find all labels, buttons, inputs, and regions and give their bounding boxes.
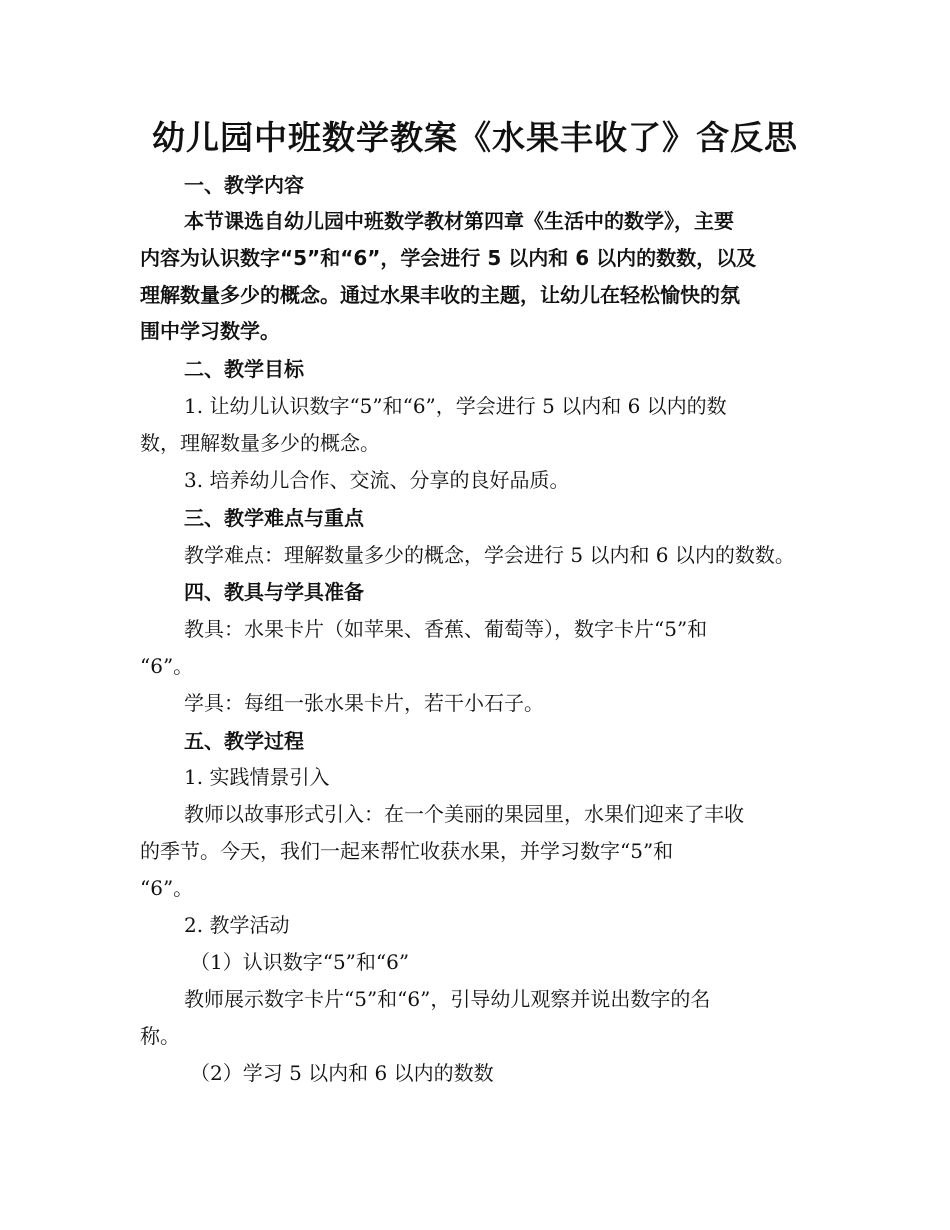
paragraph-line: “6”。	[140, 654, 194, 678]
section-heading-process: 五、教学过程	[184, 729, 304, 753]
section-heading-goals: 二、教学目标	[184, 357, 304, 381]
paragraph-line: 称。	[140, 1024, 180, 1048]
paragraph-line: 1. 实践情景引入	[184, 765, 330, 789]
document-title: 幼儿园中班数学教案《水果丰收了》含反思	[152, 118, 798, 157]
paragraph-line: 理解数量多少的概念。通过水果丰收的主题，让幼儿在轻松愉快的氛	[140, 283, 740, 307]
paragraph-line: 的季节。今天，我们一起来帮忙收获水果，并学习数字“5”和	[140, 839, 674, 863]
paragraph-line: （1）认识数字“5”和“6”	[190, 950, 410, 974]
paragraph-line: 内容为认识数字“5”和“6”，学会进行 5 以内和 6 以内的数数，以及	[140, 246, 757, 270]
paragraph-line: 围中学习数学。	[140, 319, 280, 343]
paragraph-line: 2. 教学活动	[184, 913, 290, 937]
paragraph-line: 数，理解数量多少的概念。	[140, 431, 380, 455]
section-heading-content: 一、教学内容	[184, 173, 304, 197]
section-heading-materials: 四、教具与学具准备	[184, 580, 364, 604]
paragraph-line: 教师展示数字卡片“5”和“6”，引导幼儿观察并说出数字的名	[184, 987, 711, 1011]
paragraph-line: 教师以故事形式引入：在一个美丽的果园里，水果们迎来了丰收	[184, 802, 744, 826]
section-heading-difficulty: 三、教学难点与重点	[184, 506, 364, 530]
paragraph-line: 学具：每组一张水果卡片，若干小石子。	[184, 691, 544, 715]
paragraph-line: “6”。	[140, 876, 194, 900]
paragraph-line: 1. 让幼儿认识数字“5”和“6”，学会进行 5 以内和 6 以内的数	[184, 394, 727, 418]
paragraph-line: 本节课选自幼儿园中班数学教材第四章《生活中的数学》，主要	[184, 209, 734, 233]
paragraph-line: 3. 培养幼儿合作、交流、分享的良好品质。	[184, 468, 570, 492]
paragraph-line: 教学难点：理解数量多少的概念，学会进行 5 以内和 6 以内的数数。	[184, 543, 795, 567]
paragraph-line: （2）学习 5 以内和 6 以内的数数	[190, 1061, 494, 1085]
paragraph-line: 教具：水果卡片（如苹果、香蕉、葡萄等），数字卡片“5”和	[184, 617, 708, 641]
